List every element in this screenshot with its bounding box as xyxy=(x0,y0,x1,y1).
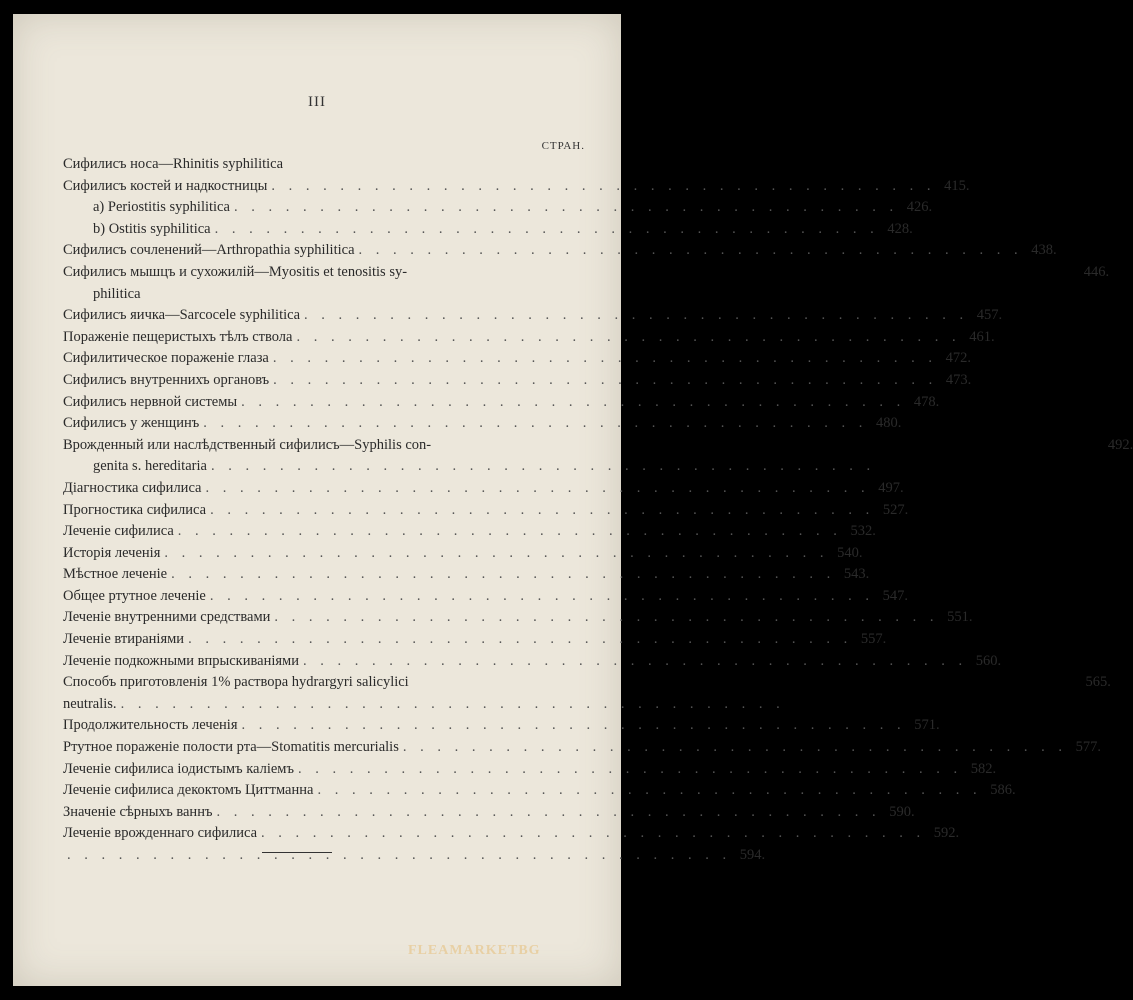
toc-entry-title: Пораженіе пещеристыхъ тѣлъ ствола xyxy=(63,328,293,345)
toc-entry xyxy=(63,760,997,783)
toc-entry-title: Сифилисъ у женщинъ xyxy=(63,415,200,432)
toc-entry-page: 415. xyxy=(944,177,970,194)
toc-entry-page: 586. xyxy=(990,782,1016,799)
toc-entry-page: 497. xyxy=(878,479,904,496)
toc-entry-title: Сифилисъ внутреннихъ органовъ xyxy=(63,371,270,388)
toc-entry xyxy=(63,242,1057,264)
toc-entry xyxy=(63,544,863,567)
leader-dots xyxy=(304,307,968,324)
leader-dots xyxy=(403,739,1067,756)
toc-entry-page: 551. xyxy=(947,609,973,626)
toc-entry xyxy=(63,393,940,416)
toc-entry xyxy=(63,587,908,610)
toc-entry xyxy=(63,523,876,545)
toc-entry-page: 565. xyxy=(1085,674,1111,691)
toc-entry-page: 426. xyxy=(906,199,933,216)
toc-entry xyxy=(63,458,573,480)
leader-dots xyxy=(317,782,981,799)
toc-entry-title: Сифилисъ носа—Rhinitis syphilitica xyxy=(63,156,284,172)
toc-entry-page: 592. xyxy=(933,825,960,842)
leader-dots xyxy=(303,653,967,670)
toc-entry-title: Леченіе сифилиса іодистымъ каліемъ xyxy=(63,760,294,777)
watermark-logo: FLEAMARKETBG xyxy=(408,943,541,958)
leader-dots xyxy=(178,523,842,540)
toc-entry-title: Леченіе сифилиса xyxy=(63,523,174,540)
leader-dots xyxy=(188,631,852,648)
toc-entry-title: Сифилисъ яичка—Sarcocele syphilitica xyxy=(63,307,301,324)
toc-entry xyxy=(63,156,573,178)
toc-entry-title: Мѣстное леченіе xyxy=(63,566,168,583)
toc-entry-page: 527. xyxy=(882,501,909,518)
toc-entry xyxy=(63,415,902,437)
book-page xyxy=(13,14,1133,986)
toc-entry-title: Сифилисъ сочленений—Arthropathia syphilitica xyxy=(63,242,355,259)
toc-entry-page: 492. xyxy=(1107,436,1133,453)
toc-entry-title: Леченіе врожденнаго сифилиса xyxy=(63,825,258,842)
toc-entry-title: Леченіе сифилиса декоктомъ Циттманна xyxy=(63,782,314,799)
toc-entry-title: a) Periostitis syphilitica xyxy=(93,199,230,216)
toc-entry-page: 590. xyxy=(889,803,915,820)
toc-entry-page: 532. xyxy=(850,523,876,540)
toc-entry-page: 461. xyxy=(969,328,995,345)
leader-dots xyxy=(216,804,880,821)
toc-entry xyxy=(63,631,887,653)
toc-entry-title: Леченіе внутренними средствами xyxy=(63,609,271,626)
toc-entry-title: Значеніе сѣрныхъ ваннъ xyxy=(63,803,213,820)
toc-entry xyxy=(63,479,904,502)
leader-dots xyxy=(203,415,867,432)
toc-entry-page: 571. xyxy=(914,717,940,734)
leader-dots xyxy=(210,502,874,519)
toc-entry-title: Сифилисъ нервной системы xyxy=(63,393,238,410)
toc-entry-page: 473. xyxy=(945,371,972,388)
toc-entry-title: philitica xyxy=(93,285,141,302)
toc-entry-title: neutralis. xyxy=(63,695,117,712)
toc-entry-page: 594. xyxy=(739,847,766,863)
toc-entry-title: Леченіе подкожными впрыскиваніями xyxy=(63,652,299,669)
toc-entry-page: 480. xyxy=(875,415,902,432)
leader-dots xyxy=(296,329,960,346)
toc-entry-title: Прогностика сифилиса xyxy=(63,501,207,518)
toc-entry-page: 577. xyxy=(1075,739,1101,756)
leader-dots xyxy=(67,847,731,864)
toc-entry-page: 557. xyxy=(860,631,887,648)
toc-entry xyxy=(63,286,573,308)
leader-dots xyxy=(242,717,906,734)
toc-entry-page: 582. xyxy=(970,760,997,777)
leader-dots xyxy=(164,545,828,562)
toc-entry-page: 543. xyxy=(843,566,870,583)
toc-entry-title: b) Ostitis syphilitica xyxy=(93,220,211,237)
toc-entry xyxy=(63,371,972,394)
toc-entry-title: Сифилисъ костей и надкостницы xyxy=(63,177,268,194)
toc-entry-title: Врожденный или наслѣдственный сифилисъ—Syphilis con- xyxy=(63,436,432,453)
leader-dots xyxy=(210,588,874,605)
leader-dots xyxy=(241,394,905,411)
leader-dots xyxy=(121,696,785,713)
leader-dots xyxy=(273,350,937,367)
toc-entry xyxy=(63,696,573,718)
leader-dots xyxy=(273,372,937,389)
toc-entry-page: 457. xyxy=(976,307,1003,324)
toc-entry xyxy=(63,263,1110,286)
leader-dots xyxy=(271,178,935,195)
toc-entry xyxy=(63,803,915,826)
toc-entry xyxy=(63,199,933,221)
toc-entry xyxy=(63,220,913,243)
toc-entry-page: 472. xyxy=(945,350,971,367)
toc-entry-page: 478. xyxy=(913,393,940,410)
toc-entry-page: 547. xyxy=(882,587,908,604)
toc-entry-page: 560. xyxy=(975,652,1002,669)
toc-entry xyxy=(63,328,995,351)
toc-entry-title: Сифилисъ мышцъ и сухожилій—Myositis et tenositis sy- xyxy=(63,263,408,280)
leader-dots xyxy=(298,761,962,778)
toc-entry xyxy=(63,307,1003,329)
toc-entry-title: Сифилитическое пораженіе глаза xyxy=(63,350,269,367)
toc-entry-title: Діагностика сифилиса xyxy=(63,479,202,496)
toc-entry xyxy=(63,566,870,588)
toc-entry-title: genita s. hereditaria xyxy=(93,458,207,475)
leader-dots xyxy=(215,221,879,238)
toc-entry xyxy=(63,717,940,739)
page-column-header: СТРАН. xyxy=(541,140,585,152)
leader-dots xyxy=(359,242,1023,259)
toc-entry-title: Способъ приготовленія 1% раствора hydrargyri salicylici xyxy=(63,674,409,691)
toc-entry xyxy=(63,825,960,847)
toc-entry-title: Исторія леченія xyxy=(63,544,161,561)
toc-entry xyxy=(63,501,909,524)
leader-dots xyxy=(211,458,875,475)
leader-dots xyxy=(274,609,938,626)
toc-entry xyxy=(63,782,1016,804)
toc-entry-title: Леченіе втираніями xyxy=(63,631,185,648)
toc-entry xyxy=(63,350,971,372)
toc-entry-title: Общее ртутное леченіе xyxy=(63,587,206,604)
toc-entry-page: 438. xyxy=(1031,242,1057,259)
toc-entry xyxy=(63,674,1111,696)
table-of-contents xyxy=(63,156,1133,869)
toc-entry-title: Ртутное пораженіе полости рта—Stomatitis mercurialis xyxy=(63,739,399,756)
toc-entry-page: 428. xyxy=(887,220,913,237)
toc-entry xyxy=(63,436,1133,459)
leader-dots xyxy=(261,825,925,842)
toc-entry-page: 446. xyxy=(1083,263,1110,280)
leader-dots xyxy=(234,199,898,216)
toc-entry xyxy=(63,847,766,869)
leader-dots xyxy=(171,566,835,583)
toc-entry-page: 540. xyxy=(837,544,863,561)
toc-entry-title: Продолжительность леченія xyxy=(63,717,238,734)
leader-dots xyxy=(206,480,870,497)
toc-entry xyxy=(63,177,970,200)
toc-entry xyxy=(63,609,973,631)
toc-entry xyxy=(63,739,1101,761)
section-divider xyxy=(262,852,332,853)
page-number: III xyxy=(308,94,326,110)
toc-entry xyxy=(63,652,1002,675)
